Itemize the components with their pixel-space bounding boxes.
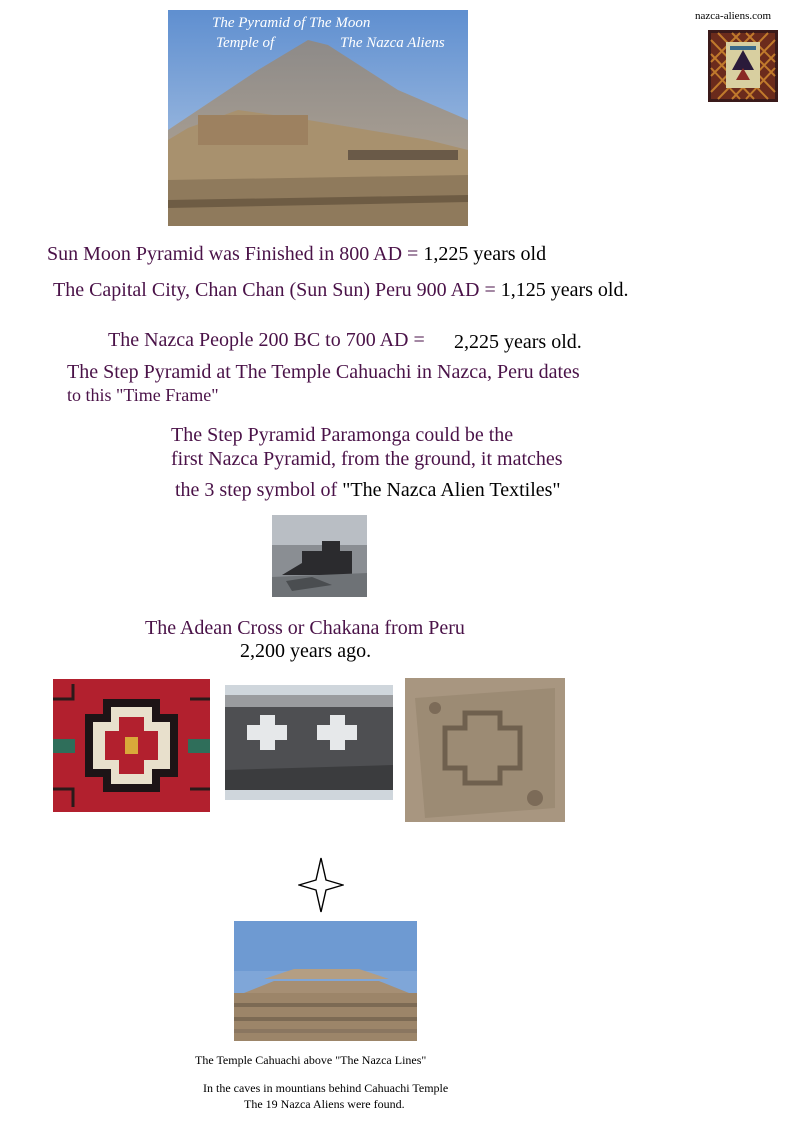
fact-nazca-people-age: 2,225 years old.	[454, 331, 582, 353]
paramonga-line3-label: the 3 step symbol of	[175, 479, 338, 501]
fact-step-pyramid-line2: to this "Time Frame"	[67, 385, 219, 405]
fact-chan-chan-label: The Capital City, Chan Chan (Sun Sun) Peru 900 AD =	[53, 279, 496, 301]
paramonga-line1: The Step Pyramid Paramonga could be the	[171, 424, 514, 446]
fact-nazca-people	[108, 328, 425, 352]
fact-sun-moon-age: 1,225 years old	[418, 243, 547, 265]
fact-chan-chan	[53, 278, 629, 302]
hero-caption-line1: The Pyramid of The Moon	[212, 15, 371, 31]
paramonga-line3	[175, 478, 561, 502]
fact-sun-moon-pyramid	[47, 242, 546, 266]
caves-note-line2: The 19 Nazca Aliens were found.	[244, 1097, 405, 1111]
chakana-title: The Adean Cross or Chakana from Peru	[145, 617, 465, 639]
cahuachi-caption: The Temple Cahuachi above "The Nazca Lines"	[195, 1053, 427, 1067]
nazca-textile-logo-icon[interactable]	[708, 30, 778, 102]
paramonga-step-pyramid-photo	[272, 515, 367, 597]
paramonga-line3-textiles: "The Nazca Alien Textiles"	[337, 479, 561, 501]
chakana-textile-photo	[53, 679, 210, 812]
hero-caption-line2-left: Temple of	[216, 35, 275, 51]
paramonga-line2: first Nazca Pyramid, from the ground, it matches	[171, 448, 563, 470]
site-domain-label: nazca-aliens.com	[695, 10, 772, 22]
fact-sun-moon-label: Sun Moon Pyramid was Finished in 800 AD =	[47, 243, 419, 265]
fact-nazca-people-label: The Nazca People 200 BC to 700 AD =	[108, 329, 425, 351]
chakana-stone-photo	[225, 685, 393, 800]
four-point-star-icon	[298, 857, 344, 913]
cahuachi-temple-photo	[234, 921, 417, 1041]
fact-step-pyramid-line1: The Step Pyramid at The Temple Cahuachi in Nazca, Peru dates	[67, 361, 580, 383]
caves-note-line1: In the caves in mountians behind Cahuachi Temple	[203, 1081, 449, 1095]
hero-caption-line2-right: The Nazca Aliens	[340, 35, 445, 51]
chakana-sandstone-photo	[405, 678, 565, 822]
fact-chan-chan-age: 1,125 years old.	[495, 279, 629, 301]
chakana-subtitle: 2,200 years ago.	[240, 640, 372, 662]
